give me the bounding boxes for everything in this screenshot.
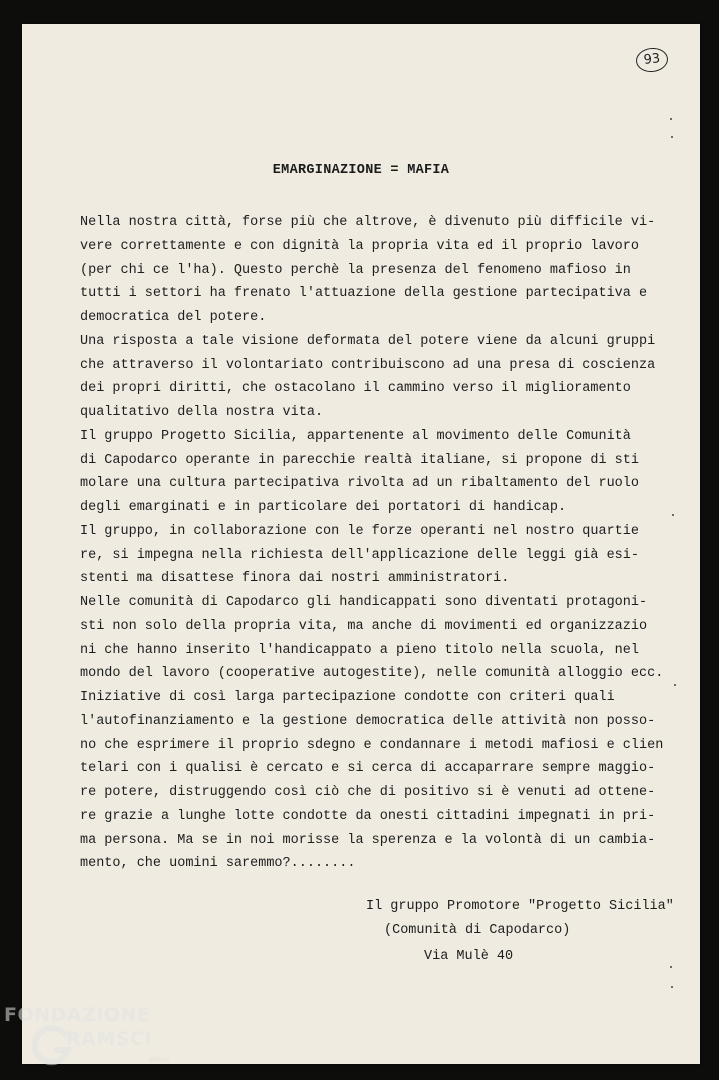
text-line: Una risposta a tale visione deformata del potere viene da alcuni gruppi <box>80 333 656 349</box>
document-title: EMARGINAZIONE = MAFIA <box>272 163 450 178</box>
text-line: sti non solo della propria vita, ma anche di movimenti ed organizzazio <box>80 618 648 634</box>
text-line: vere correttamente e con dignità la propria vita ed il proprio lavoro <box>80 238 639 254</box>
text-line: tutti i settori ha frenato l'attuazione della gestione partecipativa e <box>80 286 648 302</box>
text-line: Iniziative di così larga partecipazione condotte con criteri quali <box>80 690 615 705</box>
text-line: Nella nostra città, forse più che altrove, è divenuto più difficile vi- <box>80 215 656 230</box>
signature-address: Via Mulè 40 <box>424 949 514 964</box>
text-line: (per chi ce l'ha). Questo perchè la presenza del fenomeno mafioso in <box>80 262 631 278</box>
text-line: democratica del potere. <box>80 310 267 325</box>
text-line: dei propri diritti, che ostacolano il cammino verso il miglioramento <box>80 381 631 397</box>
text-line: mondo del lavoro (cooperative autogestite), nelle comunità alloggio ecc. <box>80 666 664 682</box>
text-line: stenti ma disattese finora dai nostri amministratori. <box>80 571 510 587</box>
text-line: ni che hanno inserito l'handicappato a pieno titolo nella scuola, nel <box>80 642 639 658</box>
text-line: di Capodarco operante in parecchie realtà italiane, si propone di sti <box>80 452 639 468</box>
document-body <box>80 211 692 876</box>
text-line: Il gruppo Progetto Sicilia, appartenente al movimento delle Comunità <box>80 428 631 444</box>
text-line: Nelle comunità di Capodarco gli handicappati sono diventati protagoni- <box>80 595 648 610</box>
punch-mark <box>671 136 673 138</box>
page-number: 93 <box>635 46 669 73</box>
text-line: ma persona. Ma se in noi morisse la sperenza e la volontà di un cambia- <box>80 832 656 848</box>
punch-mark <box>674 684 676 686</box>
margin-punch-marks <box>668 118 680 1018</box>
punch-mark <box>670 966 672 968</box>
text-line: qualitativo della nostra vita. <box>80 405 324 420</box>
watermark-sub: Onlus <box>149 1056 169 1064</box>
text-line: re potere, distruggendo così ciò che di positivo si è venuti ad ottene- <box>80 785 656 800</box>
document-page <box>22 24 700 1064</box>
punch-mark <box>672 514 674 516</box>
punch-mark <box>670 118 672 120</box>
watermark-line2: RAMSCI <box>66 1028 152 1050</box>
text-line: telari con i qualisi è cercato e si cerca di accaparrare sempre maggio- <box>80 761 656 777</box>
text-line: l'autofinanziamento e la gestione democratica delle attività non posso- <box>80 713 656 729</box>
text-line: no che esprimere il proprio sdegno e condannare i metodi mafiosi e clien <box>80 737 664 753</box>
punch-mark <box>671 986 673 988</box>
text-line: degli emarginati e in particolare dei portatori di handicap. <box>80 500 567 515</box>
fondazione-gramsci-watermark <box>4 1004 204 1080</box>
text-line: che attraverso il volontariato contribuiscono ad una presa di coscienza <box>80 357 656 373</box>
watermark-line1: FONDAZIONE <box>4 1004 151 1026</box>
text-line: Il gruppo, in collaborazione con le forze operanti nel nostro quartie <box>80 523 639 539</box>
text-line: molare una cultura partecipativa rivolta ad un ribaltamento del ruolo <box>80 476 639 492</box>
signature-organization: (Comunità di Capodarco) <box>384 923 571 938</box>
text-line: mento, che uomini saremmo?........ <box>80 856 356 872</box>
text-line: re, si impegna nella richiesta dell'applicazione delle leggi già esi- <box>80 547 639 563</box>
text-line: re grazie a lunghe lotte condotte da onesti cittadini impegnati in pri- <box>80 808 656 824</box>
signature-group: Il gruppo Promotore "Progetto Sicilia" <box>366 899 674 914</box>
